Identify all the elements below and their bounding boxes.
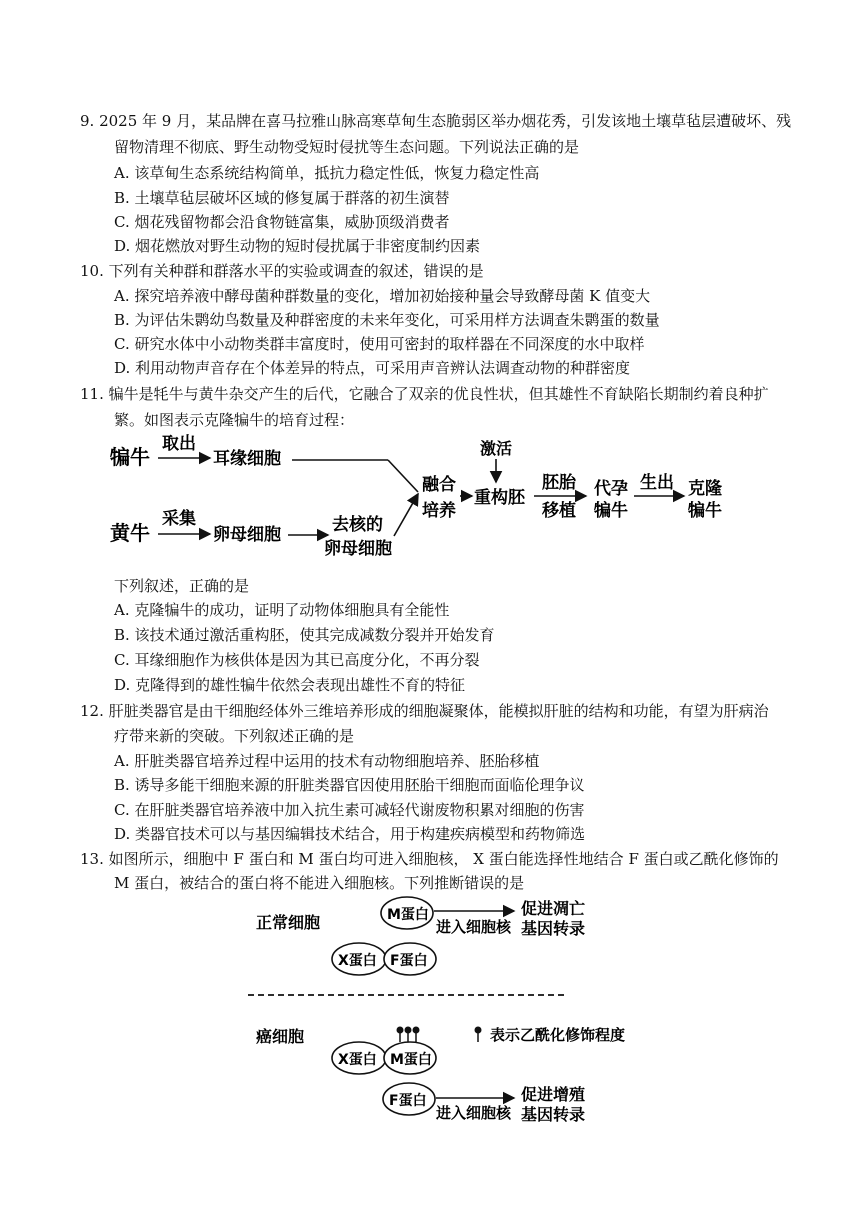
- q11-after: 下列叙述，正确的是: [114, 577, 250, 595]
- label-eryuan: 耳缘细胞: [213, 449, 281, 469]
- q10-option-b: B. 为评估朱鹮幼鸟数量及种群密度的未来年变化，可采用样方法调查朱鹮蛋的数量: [114, 311, 660, 329]
- label-kelong-1: 克隆: [688, 479, 722, 499]
- q12-stem-1: 12. 肝脏类器官是由干细胞经体外三维培养形成的细胞凝聚体，能模拟肝脏的结构和功能，有望为肝病治: [80, 702, 769, 720]
- q11-option-b: B. 该技术通过激活重构胚，使其完成减数分裂并开始发育: [114, 626, 495, 644]
- label-kelong-2: 犏牛: [688, 501, 722, 521]
- label-f-protein-normal: F蛋白: [390, 953, 428, 969]
- q12-option-a: A. 肝脏类器官培养过程中运用的技术有动物细胞培养、胚胎移植: [114, 752, 540, 770]
- q9-stem-1: 9. 2025 年 9 月，某品牌在喜马拉雅山脉高寒草甸生态脆弱区举办烟花秀，引发该地土壤草毡层遭破坏、残: [80, 112, 792, 130]
- q12-option-d: D. 类器官技术可以与基因编辑技术结合，用于构建疾病模型和药物筛选: [114, 825, 586, 843]
- q9-option-c: C. 烟花残留物都会沿食物链富集，威胁顶级消费者: [114, 213, 450, 231]
- label-peitai-1: 胚胎: [542, 473, 576, 493]
- label-daiyun-2: 犏牛: [594, 501, 628, 521]
- q9-option-b: B. 土壤草毡层破坏区域的修复属于群落的初生演替: [114, 189, 450, 207]
- label-apop-2: 基因转录: [521, 919, 586, 938]
- acetylation-marks: [397, 1027, 420, 1043]
- label-normal-cell: 正常细胞: [256, 913, 321, 932]
- q10-option-d: D. 利用动物声音存在个体差异的特点，可采用声音辨认法调查动物的种群密度: [114, 359, 631, 377]
- label-huangniu: 黄牛: [110, 521, 150, 545]
- label-daiyun-1: 代孕: [594, 479, 628, 499]
- label-cancer-cell: 癌细胞: [256, 1027, 305, 1046]
- label-quhe-2: 卵母细胞: [324, 539, 392, 559]
- label-bianniu: 犏牛: [110, 445, 150, 469]
- q13-stem-2: M 蛋白，被结合的蛋白将不能进入细胞核。下列推断错误的是: [114, 874, 525, 892]
- label-quchu: 取出: [162, 434, 196, 454]
- q13-stem-1: 13. 如图所示，细胞中 F 蛋白和 M 蛋白均可进入细胞核， X 蛋白能选择性地结合 F 蛋白或乙酰化修饰的: [80, 850, 779, 868]
- label-peitai-2: 移植: [542, 501, 576, 521]
- q9-option-d: D. 烟花燃放对野生动物的短时侵扰属于非密度制约因素: [114, 237, 481, 255]
- q12-option-c: C. 在肝脏类器官培养液中加入抗生素可减轻代谢废物积累对细胞的伤害: [114, 801, 585, 819]
- label-enter-normal: 进入细胞核: [436, 918, 512, 936]
- q11-option-a: A. 克隆犏牛的成功，证明了动物体细胞具有全能性: [114, 601, 450, 619]
- label-ronghe-1: 融合: [422, 475, 456, 495]
- label-quhe-1: 去核的: [332, 515, 383, 535]
- label-chonggou: 重构胚: [474, 488, 525, 508]
- q11-stem-1: 11. 犏牛是牦牛与黄牛杂交产生的后代，它融合了双亲的优良性状，但其雄性不育缺陷长期制约着良种扩: [80, 385, 769, 403]
- q9-option-a: A. 该草甸生态系统结构简单，抵抗力稳定性低，恢复力稳定性高: [114, 164, 540, 182]
- label-legend: 表示乙酰化修饰程度: [490, 1026, 626, 1044]
- label-shengchu: 生出: [640, 473, 674, 493]
- label-prolif-2: 基因转录: [521, 1105, 586, 1124]
- label-luanmu: 卵母细胞: [213, 525, 281, 545]
- q11-option-c: C. 耳缘细胞作为核供体是因为其已高度分化，不再分裂: [114, 651, 480, 669]
- q12-stem-2: 疗带来新的突破。下列叙述正确的是: [114, 727, 355, 745]
- q11-stem-2: 繁。如图表示克隆犏牛的培育过程：: [114, 411, 355, 429]
- label-apop-1: 促进凋亡: [521, 899, 586, 918]
- q10-option-c: C. 研究水体中小动物类群丰富度时，使用可密封的取样器在不同深度的水中取样: [114, 335, 645, 353]
- q10-option-a: A. 探究培养液中酵母菌种群数量的变化，增加初始接种量会导致酵母菌 K 值变大: [114, 287, 651, 305]
- q9-stem-2: 留物清理不彻底、野生动物受短时侵扰等生态问题。下列说法正确的是: [114, 138, 580, 156]
- label-prolif-1: 促进增殖: [521, 1085, 586, 1104]
- q12-option-b: B. 诱导多能干细胞来源的肝脏类器官因使用胚胎干细胞而面临伦理争议: [114, 776, 585, 794]
- label-jihuo: 激活: [480, 439, 513, 458]
- label-m-protein-normal: M蛋白: [387, 907, 429, 923]
- label-x-protein-normal: X蛋白: [338, 953, 377, 969]
- q11-option-d: D. 克隆得到的雄性犏牛依然会表现出雄性不育的特征: [114, 676, 466, 694]
- label-caiji: 采集: [162, 509, 196, 529]
- label-ronghe-2: 培养: [422, 501, 456, 521]
- label-enter-cancer: 进入细胞核: [436, 1104, 512, 1122]
- label-x-protein-cancer: X蛋白: [338, 1052, 377, 1068]
- label-m-protein-cancer: M蛋白: [390, 1052, 432, 1068]
- protein-diagram: [240, 892, 660, 1132]
- label-f-protein-cancer: F蛋白: [389, 1093, 427, 1109]
- q10-stem: 10. 下列有关种群和群落水平的实验或调查的叙述，错误的是: [80, 262, 484, 280]
- acetylation-legend-icon: [475, 1027, 482, 1043]
- cloning-diagram: [100, 432, 740, 572]
